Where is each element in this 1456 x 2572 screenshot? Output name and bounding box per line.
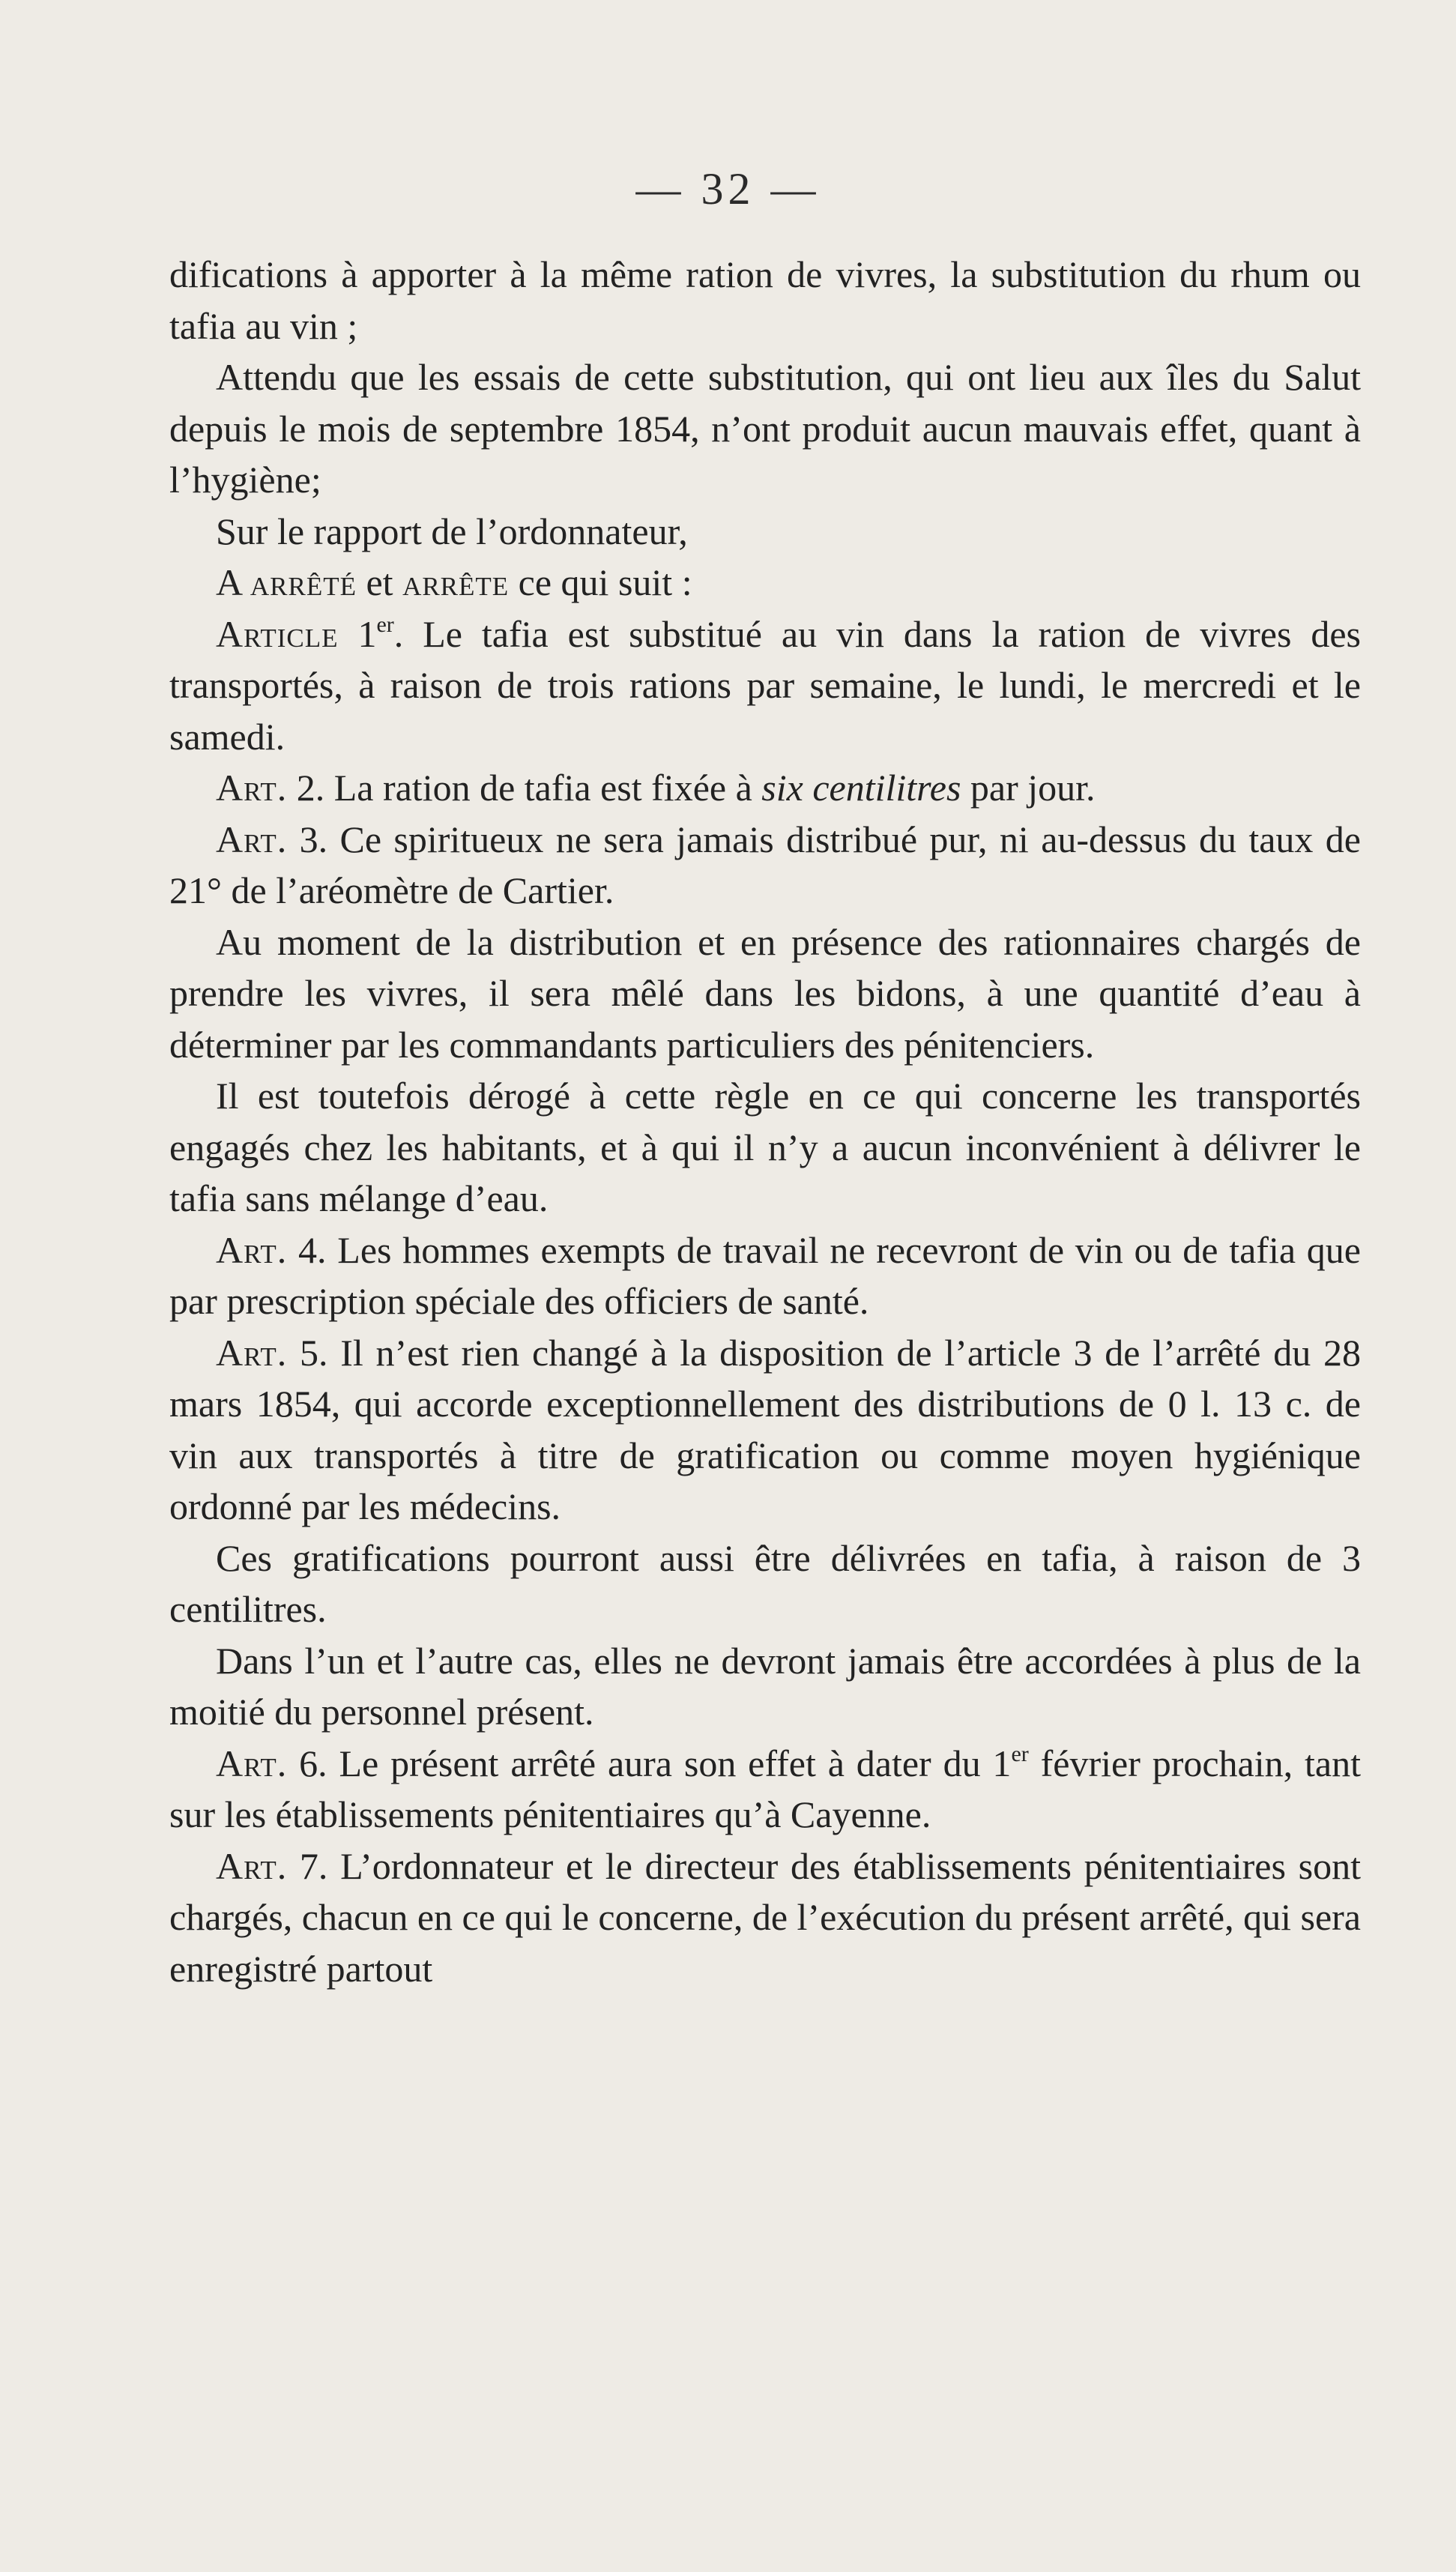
- article-2: [169, 762, 1361, 814]
- body-text: [169, 249, 1361, 1994]
- article-2-text-b: par jour.: [961, 767, 1096, 809]
- article-6-sup: er: [1011, 1741, 1029, 1766]
- article-7: [169, 1841, 1361, 1995]
- paragraph-dans: Dans l’un et l’autre cas, elles ne devront jamais être accordées à plus de la moitié du personnel présent.: [169, 1639, 1361, 1733]
- article-4-text: 4. Les hommes exempts de travail ne recevront de vin ou de tafia que par prescription spéciale des officiers de santé.: [169, 1228, 1361, 1322]
- article-7-text: 7. L’ordonnateur et le directeur des établissements pénitentiaires sont chargés, chacun en ce qui le concerne, de l’exécution du présent arrêté, qui sera enregistré partout: [169, 1844, 1361, 1990]
- article-6-text-a: 6. Le présent arrêté aura son effet à dater du 1: [287, 1742, 1012, 1784]
- paragraph-arrete: [169, 557, 1361, 609]
- article-3: [169, 814, 1361, 917]
- article-4-label: Art.: [216, 1228, 288, 1271]
- article-3-text: 3. Ce spiritueux ne sera jamais distribué pur, ni au-dessus du taux de 21° de l’aréomètre de Cartier.: [169, 818, 1361, 911]
- article-5-text: 5. Il n’est rien changé à la disposition de l’article 3 de l’arrêté du 28 mars 1854, qui accorde exceptionnellement des distributions de 0 l. 13 c. de vin aux transportés à titre de gratification ou comme moyen hygiénique ordonné par les médecins.: [169, 1331, 1361, 1527]
- article-5-label: Art.: [216, 1331, 288, 1374]
- article-6-label: Art.: [216, 1742, 288, 1784]
- arrete-a: A: [216, 561, 241, 603]
- arrete-word-1: arrêté: [250, 561, 357, 603]
- paragraph-deroge: Il est toutefois dérogé à cette règle en ce qui concerne les transportés engagés chez les habitants, et à qui il n’y a aucun inconvénient à délivrer le tafia sans mélange d’eau.: [169, 1075, 1361, 1219]
- article-2-italic: six centilitres: [761, 767, 961, 809]
- page-number: — 32 —: [635, 164, 821, 214]
- article-7-label: Art.: [216, 1844, 288, 1887]
- arrete-suit: ce qui suit :: [518, 561, 692, 603]
- article-1-sup: er: [376, 612, 394, 637]
- article-2-text-a: 2. La ration de tafia est fixée à: [287, 767, 762, 809]
- article-3-label: Art.: [216, 818, 288, 860]
- arrete-word-2: arrête: [402, 561, 510, 603]
- article-5: [169, 1327, 1361, 1533]
- paragraph-attendu: Attendu que les essais de cette substitution, qui ont lieu aux îles du Salut depuis le mois de septembre 1854, n’ont produit aucun mauvais effet, quant à l’hygiène;: [169, 356, 1361, 501]
- article-4: [169, 1225, 1361, 1327]
- paragraph-sur-le-rapport: Sur le rapport de l’ordonnateur,: [216, 510, 688, 552]
- article-1-label: Article: [216, 612, 339, 655]
- article-6-text-b: février prochain, tant sur les établissements pénitentiaires qu’à Cayenne.: [169, 1742, 1361, 1835]
- arrete-et: et: [366, 561, 393, 603]
- article-1-text: . Le tafia est substitué au vin dans la ration de vivres des transportés, à raison de trois rations par semaine, le lundi, le mercredi et le samedi.: [169, 612, 1362, 758]
- paragraph-distribution: Au moment de la distribution et en présence des rationnaires chargés de prendre les vivres, il sera mêlé dans les bidons, à une quantité d’eau à déterminer par les commandants particuliers des pénitenciers.: [169, 920, 1361, 1066]
- article-1-number: 1: [357, 612, 377, 655]
- article-1: [169, 609, 1361, 763]
- article-6: [169, 1738, 1361, 1841]
- paragraph-gratifications: Ces gratifications pourront aussi être délivrées en tafia, à raison de 3 centilitres.: [169, 1536, 1361, 1630]
- paragraph-continuation: difications à apporter à la même ration de vivres, la substitution du rhum ou tafia au vin ;: [169, 253, 1361, 347]
- article-2-label: Art.: [216, 767, 288, 809]
